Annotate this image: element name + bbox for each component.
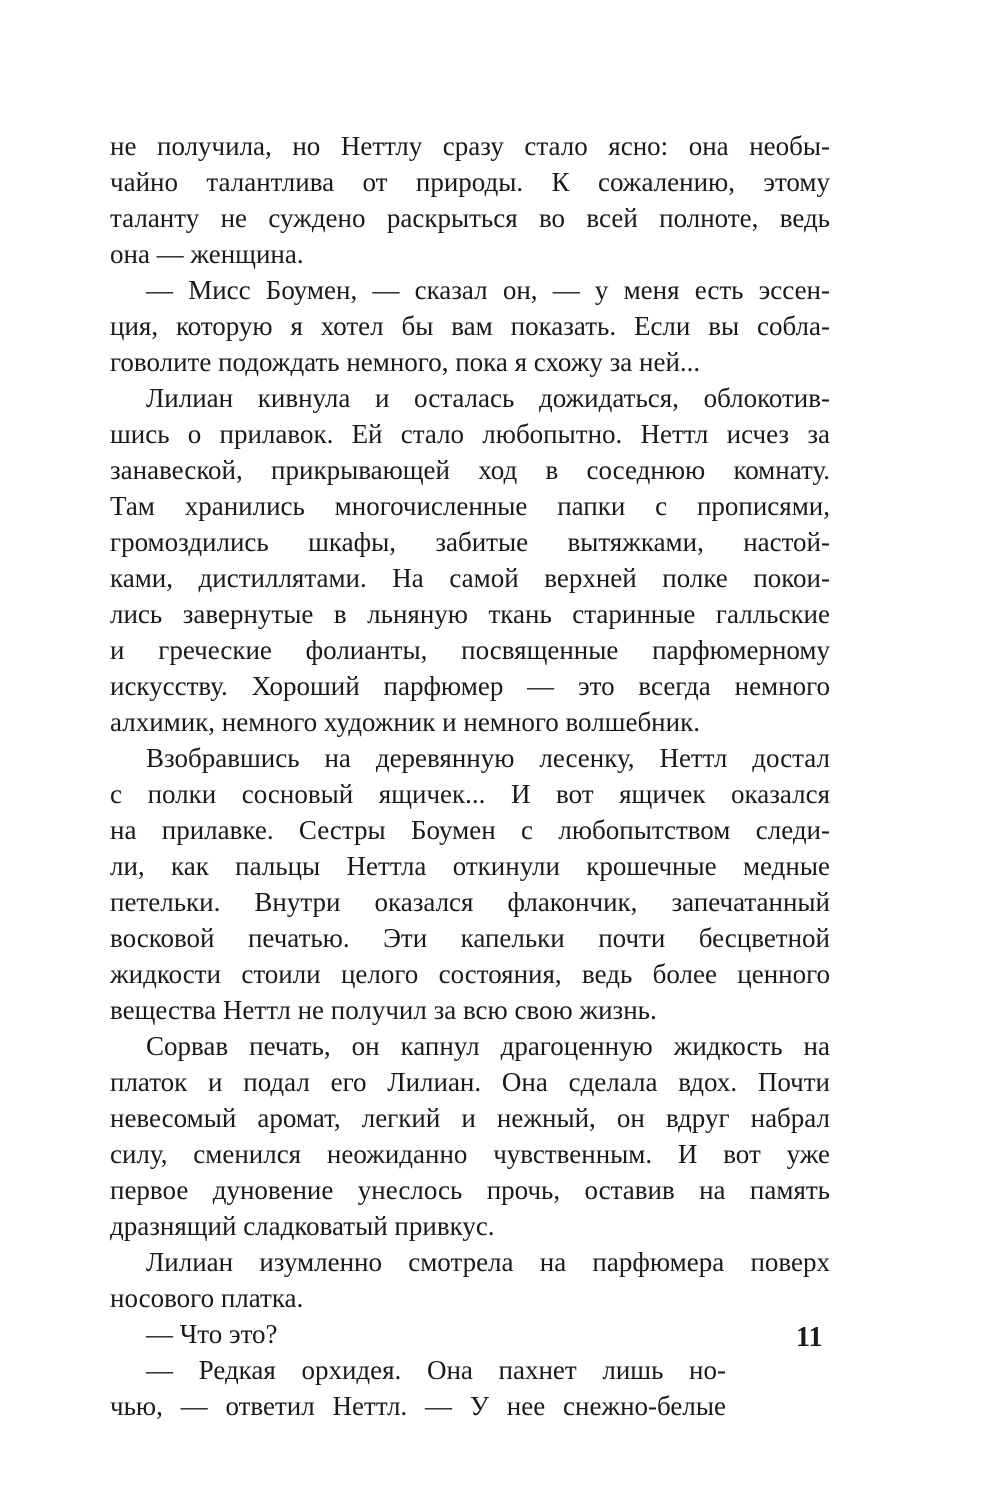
text-line: дразнящий сладковатый привкус. — [110, 1211, 495, 1241]
text-line: не получила, но Неттлу сразу стало ясно: она необы- — [110, 131, 830, 161]
text-line: носового платка. — [110, 1283, 304, 1313]
text-line: ция, которую я хотел бы вам показать. Если вы собла- — [110, 311, 830, 341]
text-line: занавеской, прикрывающей ход в соседнюю комнату. — [110, 455, 830, 485]
book-page — [110, 128, 830, 1421]
text-line: — Что это? — [146, 1319, 278, 1349]
text-line: громоздились шкафы, забитые вытяжками, настой- — [110, 527, 830, 557]
text-line: алхимик, немного художник и немного волшебник. — [110, 707, 700, 737]
text-line: Взобравшись на деревянную лесенку, Неттл достал — [146, 743, 830, 773]
text-line: — Редкая орхидея. Она пахнет лишь но- — [146, 1355, 726, 1385]
text-line: платок и подал его Лилиан. Она сделала вдох. Почти — [110, 1067, 830, 1097]
text-line: невесомый аромат, легкий и нежный, он вдруг набрал — [110, 1103, 830, 1133]
text-line: шись о прилавок. Ей стало любопытно. Неттл исчез за — [110, 419, 830, 449]
text-line: жидкости стоили целого состояния, ведь более ценного — [110, 959, 830, 989]
text-line: — Мисс Боумен, — сказал он, — у меня есть эссен- — [146, 275, 830, 305]
text-line: говолите подождать немного, пока я схожу за ней... — [110, 347, 701, 377]
text-line: с полки сосновый ящичек... И вот ящичек оказался — [110, 779, 830, 809]
text-line: Лилиан кивнула и осталась дожидаться, облокотив- — [146, 383, 830, 413]
text-line: чью, — ответил Неттл. — У нее снежно-белые — [110, 1391, 726, 1421]
text-line: ками, дистиллятами. На самой верхней полке покои- — [110, 563, 830, 593]
text-line: петельки. Внутри оказался флакончик, запечатанный — [110, 887, 830, 917]
text-line: таланту не суждено раскрыться во всей полноте, ведь — [110, 203, 830, 233]
text-line: Там хранились многочисленные папки с прописями, — [110, 491, 830, 521]
text-line: ли, как пальцы Неттла откинули крошечные медные — [110, 851, 830, 881]
text-line: и греческие фолианты, посвященные парфюмерному — [110, 635, 830, 665]
text-line: чайно талантлива от природы. К сожалению, этому — [110, 167, 830, 197]
text-line: лись завернутые в льняную ткань старинные галльские — [110, 599, 830, 629]
page-number: 11 — [796, 1322, 823, 1353]
text-line: первое дуновение унеслось прочь, оставив на память — [110, 1175, 830, 1205]
text-line: Сорвав печать, он капнул драгоценную жидкость на — [146, 1031, 830, 1061]
text-line: вещества Неттл не получил за всю свою жизнь. — [110, 995, 657, 1025]
text-line: она — женщина. — [110, 239, 304, 269]
text-line: искусству. Хороший парфюмер — это всегда немного — [110, 671, 830, 701]
text-line: Лилиан изумленно смотрела на парфюмера поверх — [146, 1247, 830, 1277]
text-line: на прилавке. Сестры Боумен с любопытством следи- — [110, 815, 830, 845]
text-line: восковой печатью. Эти капельки почти бесцветной — [110, 923, 830, 953]
text-line: силу, сменился неожиданно чувственным. И вот уже — [110, 1139, 830, 1169]
